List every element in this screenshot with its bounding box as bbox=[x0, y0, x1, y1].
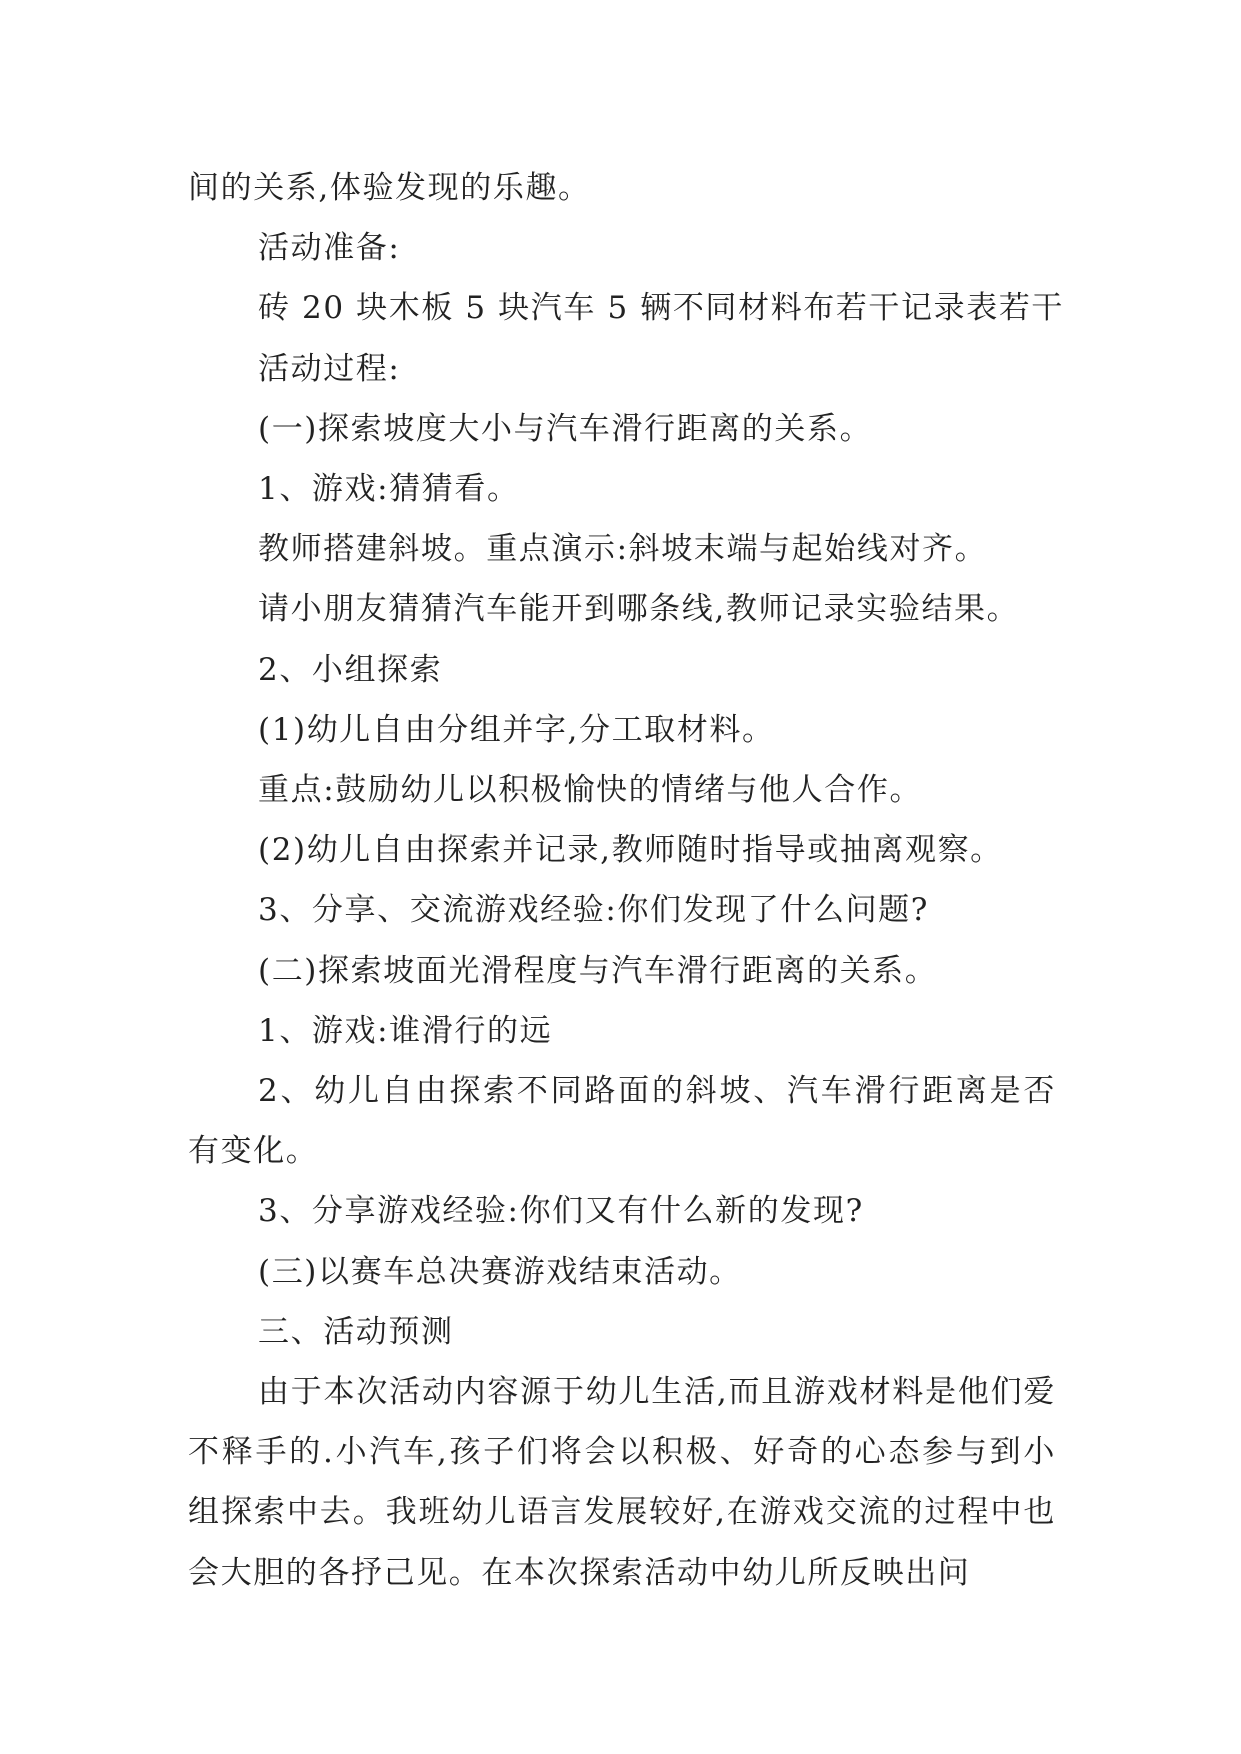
paragraph: 2、幼儿自由探索不同路面的斜坡、汽车滑行距离是否有变化。 bbox=[188, 1073, 1056, 1170]
paragraph: 请小朋友猜猜汽车能开到哪条线,教师记录实验结果。 bbox=[258, 591, 1020, 628]
paragraph: (2)幼儿自由探索并记录,教师随时指导或抽离观察。 bbox=[258, 832, 1003, 869]
paragraph: 间的关系,体验发现的乐趣。 bbox=[188, 170, 591, 206]
paragraph: (三)以赛车总决赛游戏结束活动。 bbox=[258, 1253, 742, 1290]
document-body bbox=[188, 158, 1065, 1603]
paragraph: 砖 20 块木板 5 块汽车 5 辆不同材料布若干记录表若干 bbox=[258, 290, 1065, 327]
paragraph: (1)幼儿自由分组并字,分工取材料。 bbox=[258, 711, 775, 748]
paragraph: 活动过程: bbox=[258, 350, 401, 387]
paragraph: 1、游戏:谁滑行的远 bbox=[258, 1012, 553, 1049]
paragraph: 1、游戏:猜猜看。 bbox=[258, 471, 520, 508]
paragraph: 2、小组探索 bbox=[258, 651, 443, 688]
paragraph: 3、分享、交流游戏经验:你们发现了什么问题? bbox=[258, 892, 929, 929]
paragraph: 重点:鼓励幼儿以积极愉快的情绪与他人合作。 bbox=[258, 772, 923, 809]
paragraph: 由于本次活动内容源于幼儿生活,而且游戏材料是他们爱不释手的.小汽车,孩子们将会以积极、好奇的心态参与到小组探索中去。我班幼儿语言发展较好,在游戏交流的过程中也会大胆的各抒己见。在本次探索活动中幼儿所反映出问 bbox=[188, 1374, 1056, 1591]
paragraph: (一)探索坡度大小与汽车滑行距离的关系。 bbox=[258, 410, 873, 447]
paragraph: 活动准备: bbox=[258, 230, 401, 267]
paragraph: 3、分享游戏经验:你们又有什么新的发现? bbox=[258, 1193, 864, 1230]
paragraph: (二)探索坡面光滑程度与汽车滑行距离的关系。 bbox=[258, 952, 938, 989]
paragraph: 教师搭建斜坡。重点演示:斜坡末端与起始线对齐。 bbox=[258, 531, 988, 568]
paragraph: 三、活动预测 bbox=[258, 1313, 454, 1350]
